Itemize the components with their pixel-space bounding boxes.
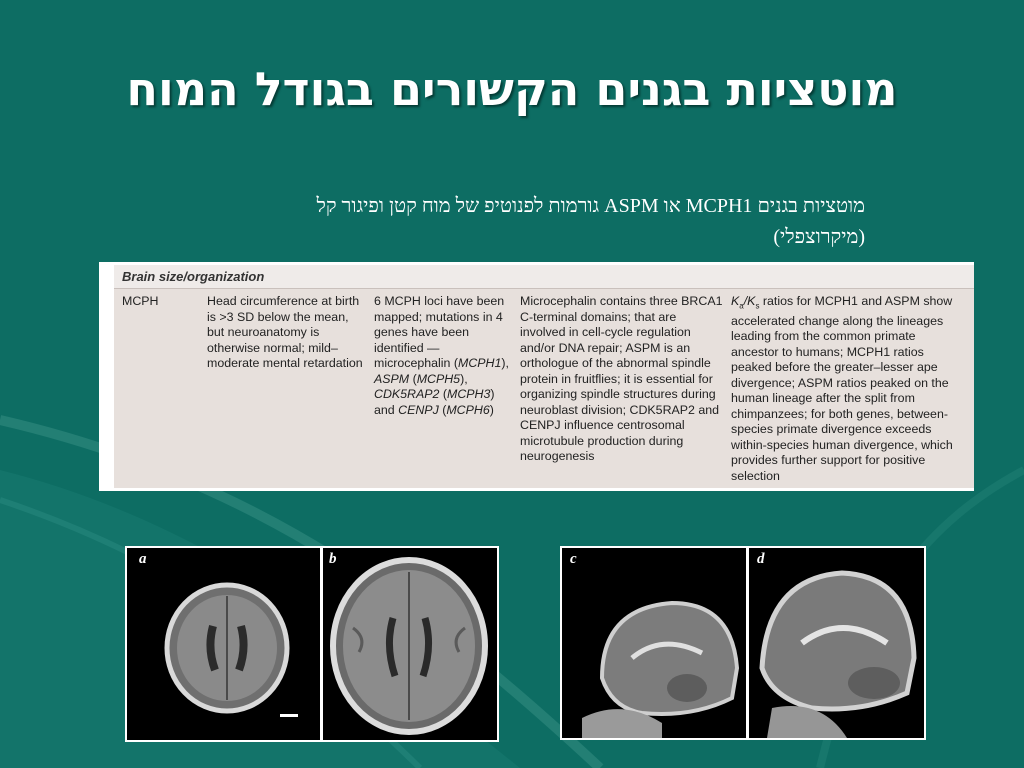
gene-table-body xyxy=(114,265,974,488)
axial-mri-scans xyxy=(127,548,497,740)
gene-mcph3: MCPH3 xyxy=(447,387,491,401)
row-name: MCPH xyxy=(122,294,159,308)
panel-label-d: d xyxy=(757,551,765,567)
microcephaly-brain-axial xyxy=(167,585,287,711)
mri-axial-figure xyxy=(125,546,499,742)
evolution-text: ratios for MCPH1 and ASPM show accelerated change along the lineages leading from the common primate ancestor to humans; MCPH1 ratios peaked before the greater–lesser ape divergence; ASPM ratios peaked on the human lineage after the split from chimpanzees; for both genes, between-species primate divergence exceeds within-species human divergence, which provides further support for positive selection xyxy=(731,294,953,483)
ratio-slash: /K xyxy=(743,294,756,308)
loci-text: 6 MCPH loci have been mapped; mutations in 4 genes have been identified — microcephalin ( xyxy=(374,294,505,370)
sagittal-mri-scans xyxy=(562,548,924,738)
panel-divider xyxy=(746,548,749,738)
table-section-header xyxy=(114,265,974,289)
subtitle-line-2: (מיקרוצפלי) xyxy=(773,226,865,248)
row-loci: 6 MCPH loci have been mapped; mutations in 4 genes have been identified — microcephalin (MCPH1), ASPM (MCPH5), CDK5RAP2 (MCPH3) and CENPJ (MCPH6) xyxy=(374,294,509,417)
microcephaly-brain-sagittal xyxy=(582,603,737,738)
panel-divider xyxy=(320,548,323,740)
mri-sagittal-figure xyxy=(560,546,926,740)
panel-label-b: b xyxy=(329,551,337,567)
and-text: and xyxy=(374,402,395,417)
gene-mcph6: MCPH6 xyxy=(446,402,490,417)
section-title: Brain size/organization xyxy=(122,269,265,284)
normal-brain-sagittal xyxy=(762,573,914,738)
gene-cenpj: CENPJ xyxy=(398,402,439,417)
gene-mcph5: MCPH5 xyxy=(416,371,461,386)
row-evolution xyxy=(731,294,963,484)
gene-cdk5rap2: CDK5RAP2 xyxy=(374,387,440,401)
normal-brain-axial xyxy=(333,560,485,732)
row-function: Microcephalin contains three BRCA1 C-terminal domains; that are involved in cell-cycle regulation and/or DNA repair; ASPM is an orthologue of the abnormal spindle protein in fruitflies; it is essential for organizing spindle structures during neuroblast division; CDK5RAP2 and CENPJ influence centrosomal microtubule production during neurogenesis xyxy=(520,294,723,463)
gene-mcph1: MCPH1 xyxy=(458,356,502,370)
panel-label-c: c xyxy=(570,551,577,567)
ratio-k: K xyxy=(731,294,740,308)
slide-subtitle xyxy=(150,191,865,253)
gene-table xyxy=(99,262,974,491)
scale-bar xyxy=(280,714,298,717)
panel-label-a: a xyxy=(139,551,147,567)
gene-aspm: ASPM xyxy=(374,371,410,386)
row-phenotype: Head circumference at birth is >3 SD below the mean, but neuroanatomy is otherwise normal; mild–moderate mental retardation xyxy=(207,294,363,370)
ratio-sub-a: a xyxy=(739,301,744,311)
ratio-sub-s: s xyxy=(755,301,760,311)
slide-title: מוטציות בגנים הקשורים בגודל המוח xyxy=(126,62,898,116)
subtitle-line-1: מוטציות בגנים MCPH1 או ASPM גורמות לפנוטיפ של מוח קטן ופיגור קל xyxy=(316,195,865,217)
